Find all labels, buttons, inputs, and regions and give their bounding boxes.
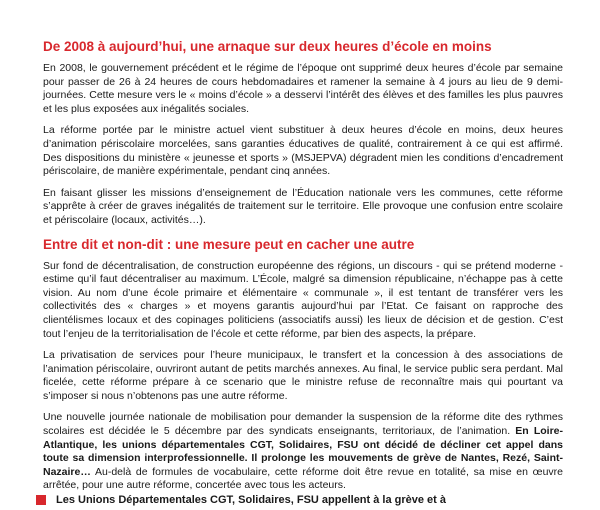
bold-text-run: En Loire-Atlantique, les unions départementales CGT, Solidaires, FSU ont décidé de décliner cet appel dans toute sa dimension interprofessionnelle. Il prolonge les mouvements de grève de Nantes, Rezé, Saint-Nazaire…	[43, 425, 563, 478]
paragraph: La privatisation de services pour l’heure municipaux, le transfert et la concession à des associations de l’animation périscolaire, ouvriront autant de petits marchés annexes. Au final, le service public sera perdant. Mal ficelée, cette réforme prépare à ce scenario que le ministre refuse de reconnaître mais qui pourtant va s’imposer si nous n’obtenons pas une autre réforme.	[43, 349, 563, 402]
paragraph: Sur fond de décentralisation, de construction européenne des régions, un discours - qui se prétend moderne - estime qu’il faut décentraliser au maximum. L’École, malgré sa dimension républicaine, n’échappe pas à cette vision. Au nom d’une école primaire et élémentaire « communale », il est tentant de transférer vers les collectivités des « charges » et moyens garantis aujourd’hui par l’Etat. Ce faisant on rapproche des clientélismes locaux et des copinages politiciens (associatifs aussi) les lieux de décision et de gestion. C’est tout l’enjeu de la territorialisation de l’école et cette réforme, par bien des aspects, la prépare.	[43, 259, 563, 340]
text-run: Au-delà de formules de vocabulaire, cette réforme doit être revue en totalité, sa mise en œuvre arrêtée, pour une autre réforme, concertée avec tous les acteurs.	[43, 465, 563, 492]
section-title-2008: De 2008 à aujourd’hui, une arnaque sur deux heures d’école en moins	[43, 39, 492, 54]
text-run: Une nouvelle journée nationale de mobilisation pour demander la suspension de la réforme dite des rythmes scolaires est décidée le 5 décembre par des syndicats enseignants, territoriaux, de l’animation.	[43, 411, 563, 438]
footer-cut-text: Les Unions Départementales CGT, Solidaires, FSU appellent à la grève et à	[56, 494, 447, 506]
cut-off-footer-line	[36, 494, 576, 510]
section-title-entre-dit: Entre dit et non-dit : une mesure peut en cacher une autre	[43, 236, 415, 252]
red-bullet-square-icon	[36, 495, 46, 505]
document-page	[43, 38, 563, 501]
paragraph: En 2008, le gouvernement précédent et le régime de l’époque ont supprimé deux heures d’école par semaine pour passer de 26 à 24 heures de cours hebdomadaires et ramener la semaine à 4 jours au lieu de 9 demi-journées. Cette mesure vers le « moins d’école » a desservi l’intérêt des élèves et des familles les plus pauvres et les plus exposées aux inégalités sociales.	[43, 62, 563, 115]
paragraph: La réforme portée par le ministre actuel vient substituer à deux heures d’école en moins, deux heures d’animation périscolaire morcelées, sans garanties éducatives de qualité, contrairement à ce qui est affirmé. Des dispositions du ministère « jeunesse et sports » (MSJEPVA) dégradent mien les conditions d’encadrement périscolaire, de manière expérimentale, pendant cinq années.	[43, 124, 563, 178]
paragraph-mobilisation	[43, 411, 563, 493]
paragraph: En faisant glisser les missions d’enseignement de l’Éducation nationale vers les communes, cette réforme s’apprête à créer de graves inégalités de traitement sur le territoire. Elle provoque une confusion entre scolaire et périscolaire (locaux, activités…).	[43, 186, 563, 226]
